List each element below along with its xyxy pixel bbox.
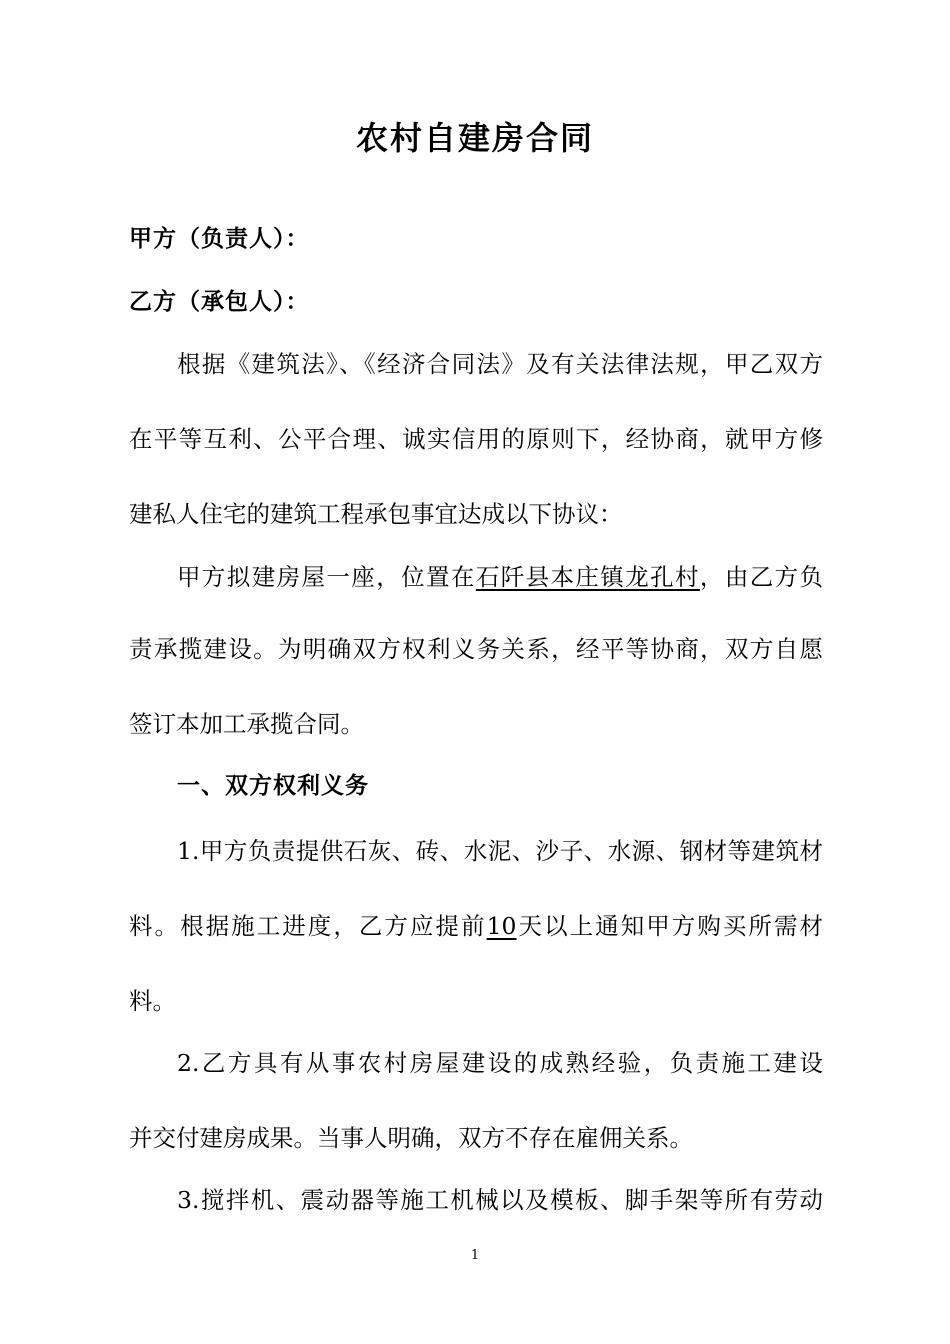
notice-days: 10 [486, 912, 517, 940]
paragraph-2-text-pre: 甲方拟建房屋一座，位置在 [177, 563, 476, 591]
item-3-line-1: 3.搅拌机、震动器等施工机械以及模板、脚手架等所有劳动 [177, 1186, 823, 1214]
paragraph-2-line-1 [129, 557, 823, 597]
item-1-text-post: 天以上通知甲方购买所需材 [516, 912, 823, 940]
item-2-line-1: 2.乙方具有从事农村房屋建设的成熟经验，负责施工建设 [177, 1049, 823, 1077]
item-1-line-3: 料。 [129, 987, 176, 1015]
paragraph-2-line-3: 签订本加工承揽合同。 [129, 710, 364, 738]
paragraph-2-line-2: 责承揽建设。为明确双方权利义务关系，经平等协商，双方自愿 [129, 635, 823, 663]
item-1-line-1: 1.甲方负责提供石灰、砖、水泥、沙子、水源、钢材等建筑材 [177, 837, 823, 865]
item-1-line-2 [129, 906, 823, 946]
document-title: 农村自建房合同 [355, 119, 594, 157]
paragraph-1-line-1: 根据《建筑法》、《经济合同法》及有关法律法规，甲乙双方 [177, 350, 823, 378]
construction-location: 石阡县本庄镇龙孔村 [475, 563, 700, 591]
item-1-text-pre: 料。根据施工进度，乙方应提前 [129, 912, 487, 940]
section-1-heading: 一、双方权利义务 [177, 773, 369, 799]
page-number: 1 [470, 1248, 480, 1263]
party-a-label: 甲方（负责人）： [129, 226, 310, 252]
paragraph-1-line-2: 在平等互利、公平合理、诚实信用的原则下，经协商，就甲方修 [129, 425, 823, 453]
item-2-line-2: 并交付建房成果。当事人明确，双方不存在雇佣关系。 [129, 1124, 693, 1152]
paragraph-1-line-3: 建私人住宅的建筑工程承包事宜达成以下协议： [129, 500, 623, 528]
paragraph-2-text-post: ，由乙方负 [699, 563, 823, 591]
party-b-label: 乙方（承包人）： [129, 289, 310, 315]
